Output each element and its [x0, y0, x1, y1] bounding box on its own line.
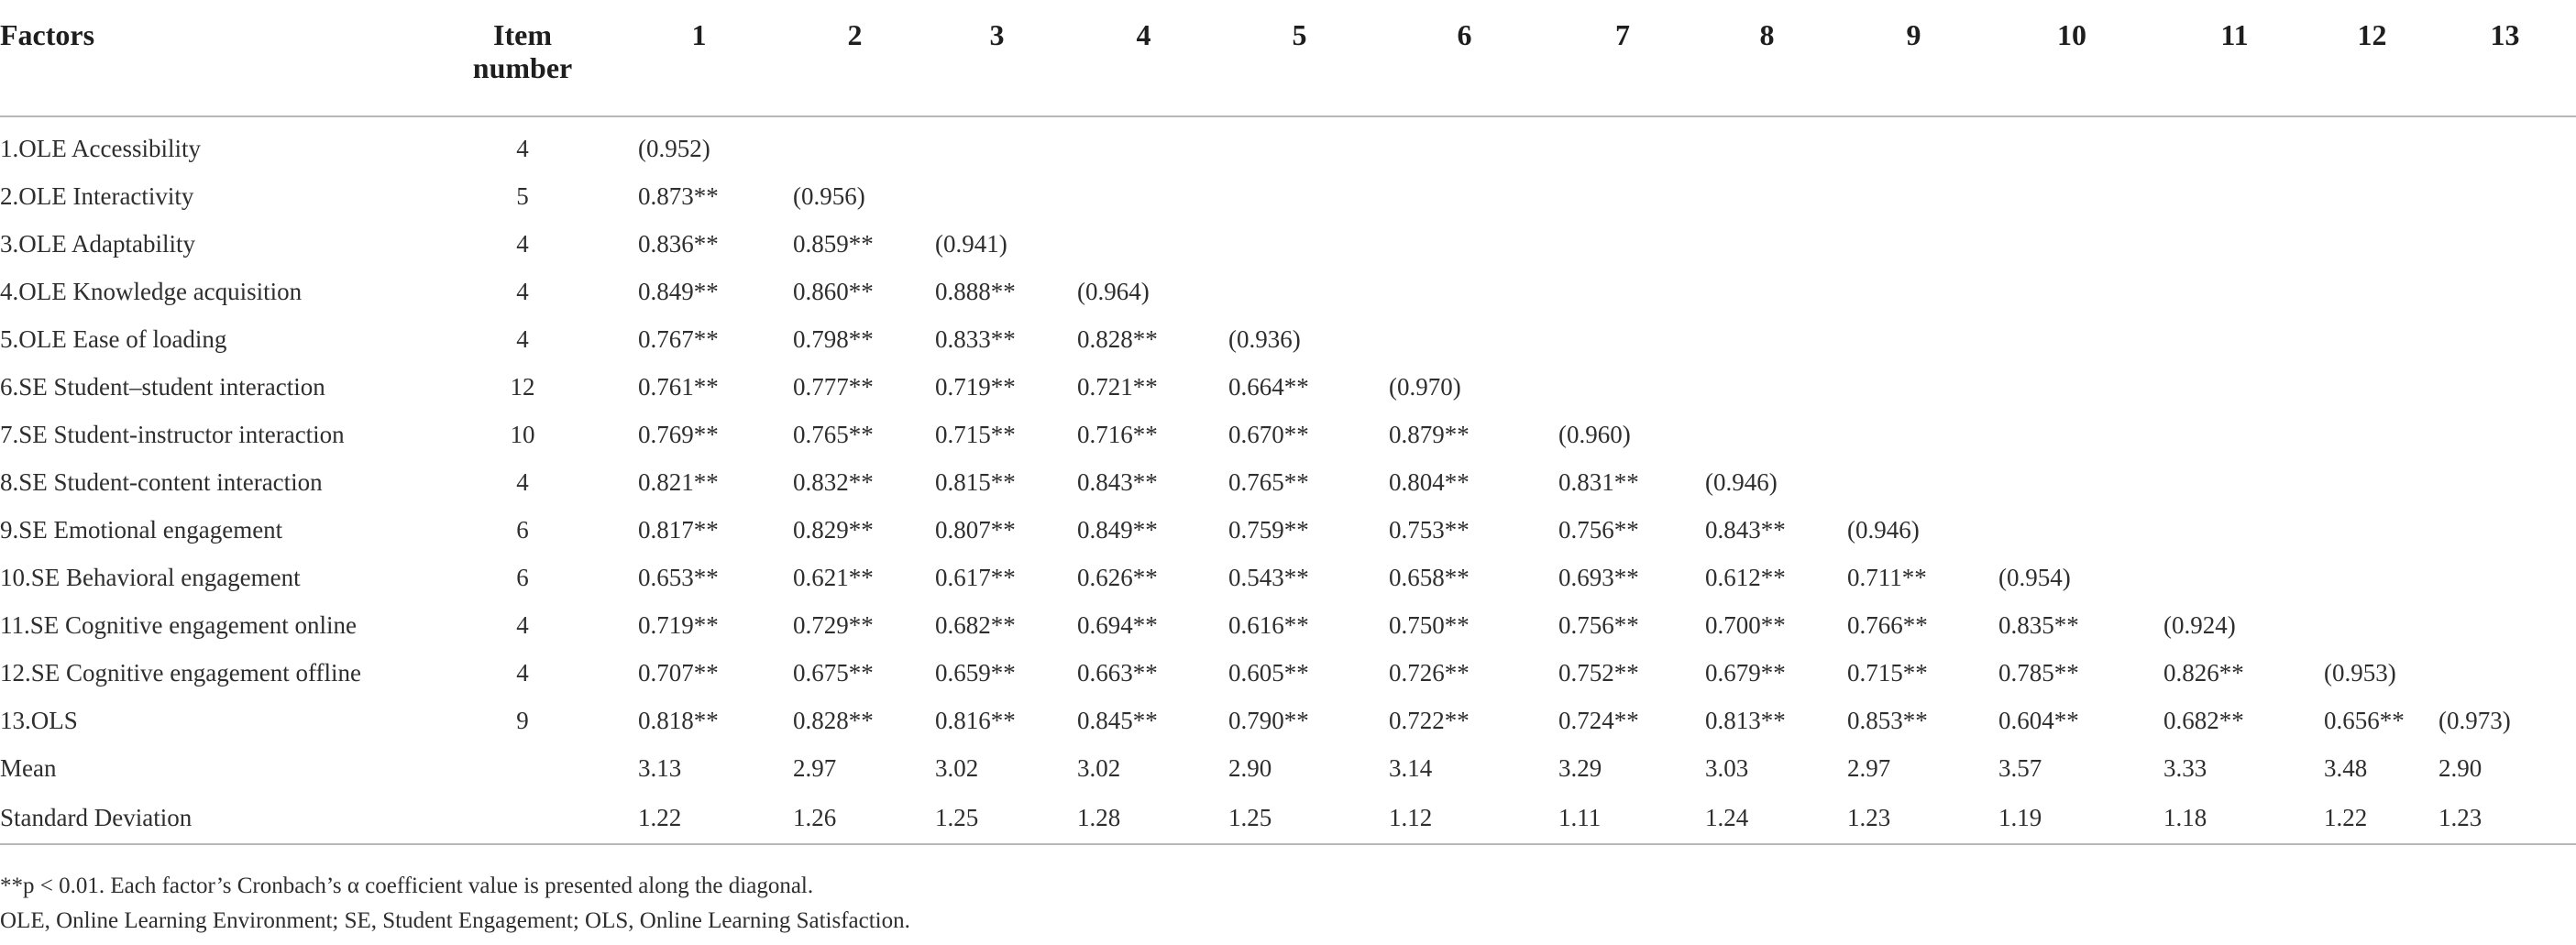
cell-value: 0.716**: [1077, 421, 1158, 448]
header-col-4: 4: [1068, 0, 1219, 116]
cell-value: 0.816**: [935, 707, 1016, 734]
cell-value: 0.813**: [1705, 707, 1786, 734]
cell-value: (0.953): [2324, 659, 2396, 687]
row-item-number: 9: [516, 707, 529, 734]
row-factor-label: 13.OLS: [0, 707, 78, 734]
cell-value: 0.761**: [638, 373, 719, 401]
cell-value: [1989, 220, 2154, 268]
cell-value: 0.766**: [1847, 611, 1928, 639]
cell-value: [1068, 172, 1219, 220]
cell-value: [926, 116, 1068, 172]
cell-value: 0.845**: [1077, 707, 1158, 734]
table-row: [0, 554, 2576, 601]
row-factor-label: 8.SE Student-content interaction: [0, 468, 323, 496]
cell-value: 0.682**: [935, 611, 1016, 639]
cell-value: [1549, 220, 1696, 268]
cell-value: [1696, 411, 1838, 458]
header-factors: Factors: [0, 0, 431, 116]
cell-value: [2429, 116, 2576, 172]
cell-value: [2315, 116, 2429, 172]
cell-value: [2429, 220, 2576, 268]
cell-value: 3.14: [1389, 754, 1433, 782]
table-row: [0, 172, 2576, 220]
cell-value: [2315, 315, 2429, 363]
header-item-number: Item number: [431, 0, 614, 116]
cell-value: [2429, 315, 2576, 363]
cell-value: [1989, 116, 2154, 172]
cell-value: 0.804**: [1389, 468, 1470, 496]
cell-value: [1380, 220, 1549, 268]
cell-value: [1838, 315, 1989, 363]
header-col-11: 11: [2154, 0, 2315, 116]
table-notes: [0, 869, 2576, 939]
cell-value: [2154, 315, 2315, 363]
cell-value: (0.954): [1998, 564, 2071, 591]
cell-value: 0.715**: [935, 421, 1016, 448]
table-row: [0, 116, 2576, 172]
cell-value: 0.888**: [935, 278, 1016, 305]
cell-value: 0.626**: [1077, 564, 1158, 591]
table-row: [0, 744, 2576, 792]
abbreviations-note: OLE, Online Learning Environment; SE, Student Engagement; OLS, Online Learning Satisfaction.: [0, 908, 910, 933]
cell-value: [2429, 554, 2576, 601]
cell-value: 3.03: [1705, 754, 1749, 782]
cell-value: [1068, 116, 1219, 172]
cell-value: 1.25: [1219, 792, 1380, 844]
row-factor-label: 2.OLE Interactivity: [0, 182, 194, 210]
cell-value: 0.659**: [935, 659, 1016, 687]
cell-value: 0.818**: [638, 707, 719, 734]
cell-value: (0.956): [793, 182, 865, 210]
cell-value: 0.765**: [1228, 468, 1309, 496]
cell-value: [2429, 411, 2576, 458]
cell-value: [2429, 268, 2576, 315]
cell-value: [1838, 172, 1989, 220]
row-item-number: 4: [516, 611, 529, 639]
cell-value: 0.836**: [638, 230, 719, 258]
cell-value: [2154, 172, 2315, 220]
cell-value: 0.849**: [638, 278, 719, 305]
cell-value: (0.970): [1389, 373, 1461, 401]
cell-value: 0.543**: [1228, 564, 1309, 591]
cell-value: (0.973): [2438, 707, 2511, 734]
cell-value: [2154, 116, 2315, 172]
cell-value: 0.700**: [1705, 611, 1786, 639]
cell-value: 0.664**: [1228, 373, 1309, 401]
cell-value: [2429, 172, 2576, 220]
cell-value: 1.23: [2429, 792, 2576, 844]
cell-value: 0.726**: [1389, 659, 1470, 687]
cell-value: (0.946): [1705, 468, 1778, 496]
significance-note: **p < 0.01. Each factor’s Cronbach’s α coefficient value is presented along the diagonal.: [0, 874, 814, 898]
header-col-12: 12: [2315, 0, 2429, 116]
header-col-8: 8: [1696, 0, 1838, 116]
row-item-number: 4: [516, 278, 529, 305]
table-row: [0, 792, 2576, 844]
cell-value: (0.936): [1228, 325, 1301, 353]
cell-value: 0.621**: [793, 564, 874, 591]
cell-value: 0.605**: [1228, 659, 1309, 687]
cell-value: [1838, 268, 1989, 315]
cell-value: [1549, 116, 1696, 172]
header-col-5: 5: [1219, 0, 1380, 116]
cell-value: [2154, 220, 2315, 268]
cell-value: [1696, 268, 1838, 315]
cell-value: [1380, 116, 1549, 172]
cell-value: [2154, 363, 2315, 411]
table-row: [0, 363, 2576, 411]
cell-value: 0.722**: [1389, 707, 1470, 734]
cell-value: [2154, 411, 2315, 458]
cell-value: 3.02: [935, 754, 979, 782]
cell-value: 0.658**: [1389, 564, 1470, 591]
row-factor-label: 11.SE Cognitive engagement online: [0, 611, 357, 639]
cell-value: [2154, 506, 2315, 554]
cell-value: [1549, 315, 1696, 363]
cell-value: 2.97: [1847, 754, 1891, 782]
cell-value: [2315, 411, 2429, 458]
cell-value: [1380, 268, 1549, 315]
cell-value: [2315, 506, 2429, 554]
cell-value: 0.750**: [1389, 611, 1470, 639]
row-item-number: 4: [516, 230, 529, 258]
cell-value: [2429, 458, 2576, 506]
cell-value: [1989, 506, 2154, 554]
cell-value: [1989, 458, 2154, 506]
header-col-6: 6: [1380, 0, 1549, 116]
cell-value: 2.90: [2438, 754, 2482, 782]
cell-value: 1.26: [784, 792, 926, 844]
cell-value: 0.790**: [1228, 707, 1309, 734]
cell-value: 0.756**: [1558, 516, 1639, 544]
cell-value: 0.777**: [793, 373, 874, 401]
cell-value: 0.724**: [1558, 707, 1639, 734]
cell-value: 0.616**: [1228, 611, 1309, 639]
row-factor-label: 7.SE Student-instructor interaction: [0, 421, 345, 448]
cell-value: (0.941): [935, 230, 1007, 258]
row-factor-label: 4.OLE Knowledge acquisition: [0, 278, 303, 305]
cell-value: 1.28: [1068, 792, 1219, 844]
row-item-number: 4: [516, 135, 529, 162]
table-row: [0, 649, 2576, 697]
cell-value: 0.719**: [935, 373, 1016, 401]
cell-value: 0.663**: [1077, 659, 1158, 687]
cell-value: 0.756**: [1558, 611, 1639, 639]
cell-value: [1989, 315, 2154, 363]
cell-value: 0.849**: [1077, 516, 1158, 544]
cell-value: 1.24: [1696, 792, 1838, 844]
cell-value: 1.22: [2315, 792, 2429, 844]
row-item-number: 4: [516, 325, 529, 353]
cell-value: [2154, 554, 2315, 601]
cell-value: [1549, 363, 1696, 411]
cell-value: [1219, 116, 1380, 172]
cell-value: [1696, 172, 1838, 220]
cell-value: [2315, 458, 2429, 506]
cell-value: [1696, 363, 1838, 411]
header-col-7: 7: [1549, 0, 1696, 116]
cell-value: 0.679**: [1705, 659, 1786, 687]
cell-value: [1549, 172, 1696, 220]
row-factor-label: 10.SE Behavioral engagement: [0, 564, 301, 591]
row-factor-label: Mean: [0, 754, 57, 782]
cell-value: 0.828**: [1077, 325, 1158, 353]
cell-value: (0.924): [2163, 611, 2236, 639]
cell-value: 0.694**: [1077, 611, 1158, 639]
table-row: [0, 601, 2576, 649]
table-row: [0, 411, 2576, 458]
cell-value: [2315, 268, 2429, 315]
cell-value: 0.759**: [1228, 516, 1309, 544]
cell-value: 0.829**: [793, 516, 874, 544]
row-factor-label: 3.OLE Adaptability: [0, 230, 195, 258]
cell-value: [1838, 458, 1989, 506]
cell-value: [2429, 506, 2576, 554]
cell-value: [926, 172, 1068, 220]
header-col-13: 13: [2429, 0, 2576, 116]
cell-value: [1838, 411, 1989, 458]
cell-value: 1.18: [2154, 792, 2315, 844]
cell-value: 0.715**: [1847, 659, 1928, 687]
table-row: [0, 697, 2576, 744]
cell-value: 0.879**: [1389, 421, 1470, 448]
cell-value: [2154, 458, 2315, 506]
cell-value: 0.753**: [1389, 516, 1470, 544]
cell-value: 3.29: [1558, 754, 1602, 782]
cell-value: [2154, 268, 2315, 315]
row-item-number: 6: [516, 516, 529, 544]
cell-value: 0.693**: [1558, 564, 1639, 591]
cell-value: 1.19: [1989, 792, 2154, 844]
cell-value: 0.670**: [1228, 421, 1309, 448]
row-item-number: 6: [516, 564, 529, 591]
cell-value: 0.815**: [935, 468, 1016, 496]
cell-value: 0.765**: [793, 421, 874, 448]
cell-value: [1380, 172, 1549, 220]
cell-value: [1380, 315, 1549, 363]
cell-value: 1.12: [1380, 792, 1549, 844]
row-item-number: 5: [516, 182, 529, 210]
cell-value: [2429, 601, 2576, 649]
header-col-9: 9: [1838, 0, 1989, 116]
cell-value: [1219, 268, 1380, 315]
cell-value: 0.682**: [2163, 707, 2244, 734]
cell-value: 0.769**: [638, 421, 719, 448]
cell-value: [1696, 116, 1838, 172]
row-item-number: 12: [510, 373, 535, 401]
row-factor-label: Standard Deviation: [0, 792, 431, 844]
cell-value: 0.721**: [1077, 373, 1158, 401]
cell-value: [1989, 172, 2154, 220]
row-factor-label: 1.OLE Accessibility: [0, 135, 201, 162]
cell-value: [1696, 315, 1838, 363]
cell-value: 0.767**: [638, 325, 719, 353]
cell-value: (0.964): [1077, 278, 1150, 305]
table-row: [0, 268, 2576, 315]
cell-value: [2315, 601, 2429, 649]
cell-value: [1068, 220, 1219, 268]
cell-value: 0.821**: [638, 468, 719, 496]
cell-value: 0.612**: [1705, 564, 1786, 591]
cell-value: [2429, 363, 2576, 411]
cell-value: [1989, 268, 2154, 315]
cell-value: [1989, 411, 2154, 458]
cell-value: 0.835**: [1998, 611, 2079, 639]
cell-value: [1219, 220, 1380, 268]
table-row: [0, 220, 2576, 268]
header-col-2: 2: [784, 0, 926, 116]
cell-value: 3.48: [2324, 754, 2368, 782]
cell-value: [1696, 220, 1838, 268]
cell-value: 0.719**: [638, 611, 719, 639]
cell-value: 1.25: [926, 792, 1068, 844]
cell-value: 0.675**: [793, 659, 874, 687]
cell-value: 0.833**: [935, 325, 1016, 353]
cell-value: [1549, 268, 1696, 315]
header-row: [0, 0, 2576, 116]
cell-value: [2315, 220, 2429, 268]
cell-value: 1.22: [614, 792, 784, 844]
cell-value: [2315, 172, 2429, 220]
cell-value: (0.946): [1847, 516, 1920, 544]
cell-value: [1989, 363, 2154, 411]
table-body: [0, 116, 2576, 844]
row-item-number: [431, 744, 614, 792]
cell-value: (0.952): [638, 135, 710, 162]
table-row: [0, 458, 2576, 506]
row-item-number: 4: [516, 659, 529, 687]
header-col-1: 1: [614, 0, 784, 116]
header-col-3: 3: [926, 0, 1068, 116]
cell-value: 0.711**: [1847, 564, 1927, 591]
cell-value: 3.13: [638, 754, 682, 782]
cell-value: [1838, 220, 1989, 268]
cell-value: 0.707**: [638, 659, 719, 687]
cell-value: 2.90: [1228, 754, 1272, 782]
cell-value: 0.831**: [1558, 468, 1639, 496]
table-row: [0, 315, 2576, 363]
cell-value: [2429, 649, 2576, 697]
cell-value: 0.828**: [793, 707, 874, 734]
cell-value: 0.843**: [1077, 468, 1158, 496]
cell-value: [1838, 363, 1989, 411]
cell-value: 0.853**: [1847, 707, 1928, 734]
cell-value: [2315, 363, 2429, 411]
row-factor-label: 5.OLE Ease of loading: [0, 325, 227, 353]
cell-value: 0.817**: [638, 516, 719, 544]
cell-value: [1838, 116, 1989, 172]
cell-value: 0.798**: [793, 325, 874, 353]
cell-value: [1219, 172, 1380, 220]
cell-value: 1.11: [1549, 792, 1696, 844]
row-item-number: 4: [516, 468, 529, 496]
cell-value: 0.873**: [638, 182, 719, 210]
cell-value: 3.57: [1998, 754, 2042, 782]
cell-value: (0.960): [1558, 421, 1631, 448]
cell-value: 0.832**: [793, 468, 874, 496]
header-col-10: 10: [1989, 0, 2154, 116]
cell-value: 3.33: [2163, 754, 2207, 782]
row-item-number: [431, 792, 614, 844]
cell-value: 0.604**: [1998, 707, 2079, 734]
row-factor-label: 12.SE Cognitive engagement offline: [0, 659, 361, 687]
cell-value: 1.23: [1838, 792, 1989, 844]
cell-value: 0.617**: [935, 564, 1016, 591]
cell-value: 0.859**: [793, 230, 874, 258]
cell-value: 2.97: [793, 754, 837, 782]
row-item-number: 10: [510, 421, 535, 448]
cell-value: 0.785**: [1998, 659, 2079, 687]
cell-value: 0.843**: [1705, 516, 1786, 544]
row-factor-label: 6.SE Student–student interaction: [0, 373, 325, 401]
cell-value: 0.826**: [2163, 659, 2244, 687]
cell-value: 0.860**: [793, 278, 874, 305]
cell-value: 0.729**: [793, 611, 874, 639]
cell-value: 0.807**: [935, 516, 1016, 544]
cell-value: 3.02: [1077, 754, 1121, 782]
cell-value: 0.656**: [2324, 707, 2405, 734]
cell-value: 0.752**: [1558, 659, 1639, 687]
row-factor-label: 9.SE Emotional engagement: [0, 516, 283, 544]
table-row: [0, 506, 2576, 554]
cell-value: [784, 116, 926, 172]
cell-value: 0.653**: [638, 564, 719, 591]
cell-value: [2315, 554, 2429, 601]
